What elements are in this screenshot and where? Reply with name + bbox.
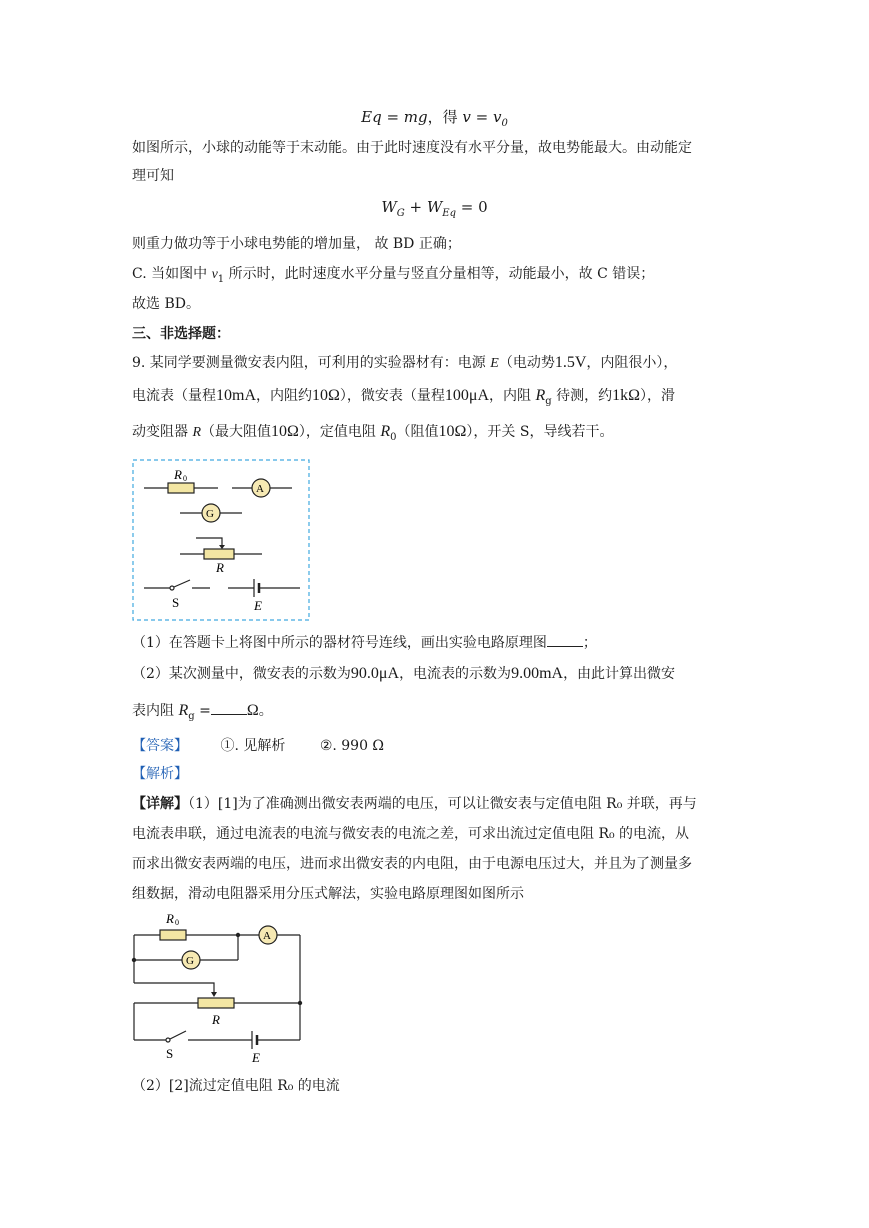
svg-text:0: 0 bbox=[183, 474, 187, 483]
svg-text:R: R bbox=[212, 1012, 220, 1027]
switch-s bbox=[174, 580, 190, 587]
paragraph: 故选 BD。 bbox=[132, 296, 200, 312]
equation-eq-mg: Eq = mg，得 $v = v_0$ bbox=[361, 108, 508, 129]
detail-line-4: 组数据，滑动电阻器采用分压式解法，实验电路原理图如图所示 bbox=[132, 886, 524, 902]
svg-text:S: S bbox=[172, 595, 180, 610]
switch-s bbox=[170, 1031, 186, 1039]
svg-text:G: G bbox=[186, 955, 194, 967]
components-figure bbox=[132, 459, 310, 621]
circuit-diagram bbox=[128, 907, 308, 1069]
section-heading: 三、非选择题： bbox=[132, 326, 230, 342]
resistor-r0 bbox=[168, 483, 194, 493]
svg-text:0: 0 bbox=[175, 918, 179, 927]
paragraph: 理可知 bbox=[132, 168, 174, 184]
paragraph: C. 当如图中 $v_1$ 所示时，此时速度水平分量与竖直分量相等，动能最小，故 C 错误； bbox=[132, 266, 655, 285]
resistor-r0 bbox=[160, 930, 186, 940]
equation-work: $W_G + W_{Eq} = 0$ bbox=[381, 198, 488, 219]
svg-text:S: S bbox=[166, 1046, 174, 1061]
svg-text:R: R bbox=[166, 911, 174, 926]
paragraph: 如图所示，小球的动能等于末动能。由于此时速度没有水平分量，故电势能最大。由动能定 bbox=[132, 140, 692, 156]
svg-text:A: A bbox=[263, 930, 271, 942]
svg-text:E: E bbox=[252, 1050, 260, 1065]
analysis-label: 【解析】 bbox=[132, 766, 188, 782]
question-9-line-3: 动变阻器 R（最大阻值10Ω），定值电阻 $R_0$（阻值10Ω），开关 S，导线若干。 bbox=[132, 423, 614, 443]
subquestion-2-cont: 表内阻 $R_g = \Omega$。 bbox=[132, 702, 273, 722]
detail-part-2: （2）[2]流过定值电阻 R₀ 的电流 bbox=[132, 1078, 340, 1094]
detail-line-3: 而求出微安表两端的电压，进而求出微安表的内电阻，由于电源电压过大，并且为了测量多 bbox=[132, 856, 692, 872]
paragraph: 则重力做功等于小球电势能的增加量， 故 BD 正确； bbox=[132, 236, 461, 252]
svg-text:R: R bbox=[174, 467, 182, 482]
svg-text:A: A bbox=[256, 483, 264, 495]
rheostat-r bbox=[204, 549, 234, 559]
rheostat-r bbox=[198, 998, 234, 1008]
svg-text:R: R bbox=[216, 560, 224, 575]
detail-line-1: 【详解】（1）[1]为了准确测出微安表两端的电压，可以让微安表与定值电阻 R₀ 并联，再与 bbox=[132, 796, 697, 812]
question-9-line-2: 电流表（量程10mA，内阻约10Ω），微安表（量程100μA，内阻 $R_g$ 待测，约1kΩ），滑 bbox=[132, 387, 676, 407]
svg-text:G: G bbox=[206, 508, 214, 520]
detail-line-2: 电流表串联，通过电流表的电流与微安表的电流之差，可求出流过定值电阻 R₀ 的电流，从 bbox=[132, 826, 690, 842]
svg-text:E: E bbox=[254, 598, 262, 613]
question-9-line-1: 9. 某同学要测量微安表内阻，可利用的实验器材有：电源 E（电动势1.5V，内阻很小）， bbox=[132, 354, 678, 371]
subquestion-1: （1）在答题卡上将图中所示的器材符号连线，画出实验电路原理图 ； bbox=[132, 632, 597, 653]
answer-line: 【答案】 ①. 见解析 ②. 990 Ω bbox=[132, 738, 385, 754]
subquestion-2: （2）某次测量中，微安表的示数为90.0μA，电流表的示数为9.00mA，由此计算出微安 bbox=[132, 665, 676, 682]
